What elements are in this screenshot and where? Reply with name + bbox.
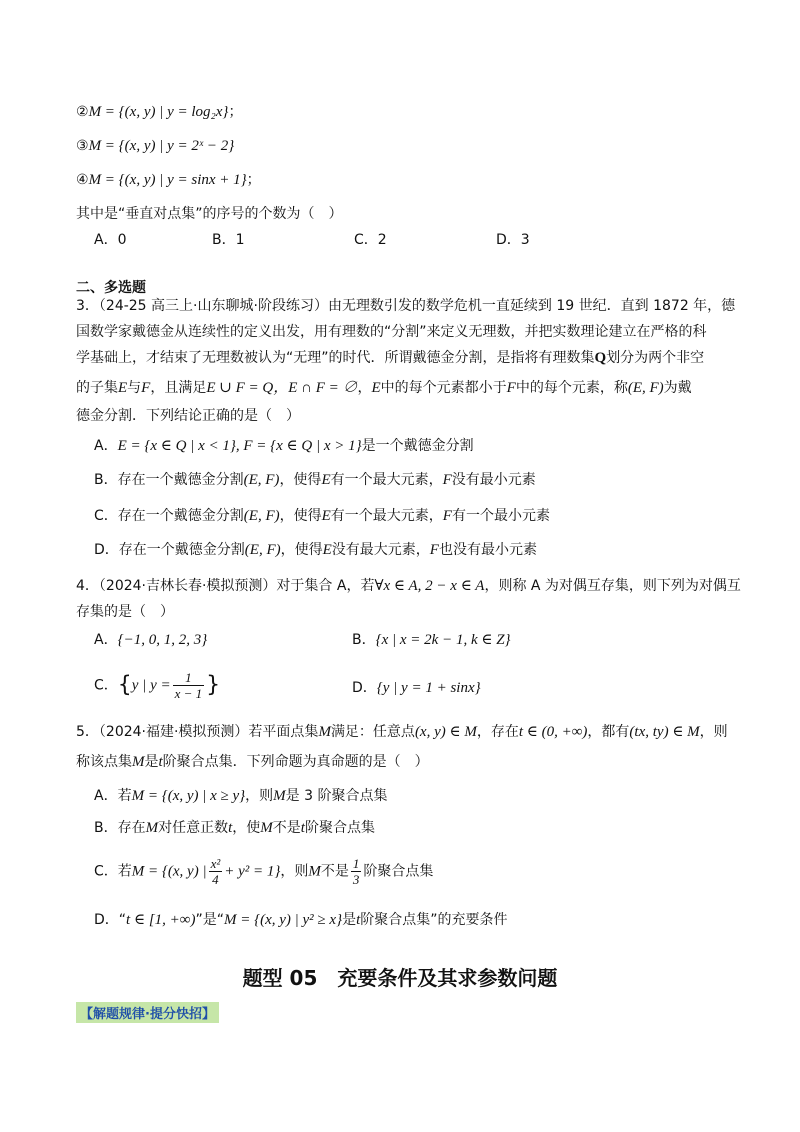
text: ，则 [245, 788, 274, 804]
rational-set-symbol: Q [594, 350, 607, 366]
text: 4．（2024·吉林长春·模拟预测）对于集合 A，若 [76, 578, 375, 594]
var-t: t [356, 912, 361, 928]
option-math: M = {(x, y) | x ≥ y} [131, 788, 246, 804]
option-label: D．“ [94, 912, 127, 928]
item-3 [76, 136, 234, 156]
q3-option-b [94, 470, 536, 490]
option-label: B．存在 [94, 820, 146, 836]
option-math: {y | y = 1 + sinx} [376, 680, 481, 696]
q3-line-1: 3．（24-25 高三上·山东聊城·阶段练习）由无理数引发的数学危机一直延续到 19 世纪．直到 1872 年，德 [76, 298, 736, 314]
option-math: + y² = 1} [224, 863, 281, 880]
q4-option-a [94, 630, 207, 650]
choice-b: B．1 [212, 232, 245, 248]
var-e: E [321, 472, 331, 488]
option-math: {x | x = 2k − 1, k ∈ Z} [375, 632, 511, 648]
option-math: E = {x ∈ Q | x < 1}, F = {x ∈ Q | x > 1} [117, 438, 362, 454]
var-m: M [145, 820, 159, 836]
text: 满足：任意点 [330, 724, 415, 740]
var-m: M [318, 724, 331, 740]
var-f: F [442, 472, 452, 488]
fraction [351, 856, 362, 887]
var-f: F [429, 542, 439, 558]
numerator: 1 [352, 856, 360, 871]
var-t: t [300, 820, 305, 836]
option-math: t ∈ [1, +∞) [126, 912, 196, 928]
item-number: ② [76, 104, 89, 120]
q4-line-2: 存集的是（ ） [76, 604, 174, 620]
text: 阶聚合点集 [363, 863, 434, 880]
var-f: F [506, 380, 516, 396]
pair-expression: (E, F) [627, 380, 664, 396]
math: t ∈ (0, +∞) [518, 724, 588, 740]
option-math: M = {(x, y) | y² ≥ x} [223, 912, 343, 928]
punctuation: ； [246, 172, 261, 188]
item-number: ④ [76, 172, 89, 188]
text: 没有最大元素， [331, 542, 430, 558]
text: 阶聚合点集．下列命题为真命题的是（ ） [162, 754, 429, 770]
option-label: B．存在一个戴德金分割 [94, 472, 244, 488]
q3-option-a [94, 436, 474, 456]
var-t: t [228, 820, 233, 836]
var-e: E [118, 380, 128, 396]
q3-line-5: 德金分割．下列结论正确的是（ ） [76, 408, 300, 424]
text: ，使 [232, 820, 261, 836]
denominator: 4 [212, 872, 219, 887]
var-e: E [321, 508, 331, 524]
fraction [173, 670, 205, 701]
text: ，使得 [280, 542, 323, 558]
var-m: M [132, 754, 145, 770]
condition-math: ∀x ∈ A, 2 − x ∈ A [374, 578, 485, 594]
question-text: 其中是“垂直对点集”的序号的个数为（ ） [76, 206, 343, 222]
math: (x, y) ∈ M [414, 724, 477, 740]
option-math: (E, F) [243, 508, 280, 524]
q4-line-1 [76, 576, 741, 596]
text: ，都有 [587, 724, 630, 740]
fraction [209, 856, 223, 887]
q4-option-d [352, 678, 481, 698]
text: ，则 [699, 724, 728, 740]
option-text: 是一个戴德金分割 [361, 438, 474, 454]
var-f: F [442, 508, 452, 524]
option-label: C．存在一个戴德金分割 [94, 508, 244, 524]
item-number: ③ [76, 138, 89, 154]
text: ”是“ [195, 912, 224, 928]
text: 是 [342, 912, 357, 928]
text: ，且满足 [150, 380, 207, 396]
q5-option-d [94, 910, 508, 930]
option-math: {−1, 0, 1, 2, 3} [117, 632, 208, 648]
denominator: 3 [352, 872, 360, 887]
option-label: A． [94, 438, 118, 454]
choice-c: C．2 [354, 232, 387, 248]
q3-option-d [94, 540, 537, 560]
var-m: M [308, 863, 321, 880]
text: ，使得 [279, 508, 322, 524]
option-label: D．存在一个戴德金分割 [94, 542, 245, 558]
text: 5．（2024·福建·模拟预测）若平面点集 [76, 724, 319, 740]
option-label: D． [352, 680, 377, 696]
left-brace: { [117, 672, 132, 698]
text: ，使得 [279, 472, 322, 488]
text: ，则称 A 为对偶互存集，则下列为对偶互 [484, 578, 741, 594]
text: 的子集 [76, 380, 118, 396]
section-heading: 二、多选题 [76, 280, 146, 296]
text: ，则 [280, 863, 309, 880]
text: 与 [127, 380, 142, 396]
item-2 [76, 102, 242, 122]
text: 称该点集 [76, 754, 132, 770]
numerator: 1 [173, 670, 205, 686]
math: (tx, ty) ∈ M [629, 724, 700, 740]
text: 是 [144, 754, 159, 770]
q5-line-2 [76, 752, 429, 772]
text: ，存在 [476, 724, 519, 740]
option-math: (E, F) [244, 542, 281, 558]
text: 也没有最小元素 [438, 542, 537, 558]
punctuation: ； [228, 104, 243, 120]
var-e: E [371, 380, 381, 396]
choice-d: D．3 [496, 232, 530, 248]
text: 划分为两个非空 [606, 350, 705, 366]
section-title: 题型 05 充要条件及其求参数问题 [242, 966, 558, 990]
text: 有一个最大元素， [330, 508, 443, 524]
numerator: x² [210, 856, 221, 871]
option-label: B． [352, 632, 376, 648]
option-label: A．若 [94, 788, 132, 804]
item-4 [76, 170, 261, 190]
choice-a: A．0 [94, 232, 127, 248]
text: 阶聚合点集 [304, 820, 375, 836]
text: 为戴 [663, 380, 692, 396]
tips-badge: 【解题规律·提分快招】 [76, 1002, 219, 1023]
q5-option-b [94, 818, 375, 838]
right-brace: } [206, 672, 221, 698]
option-math: (E, F) [243, 472, 280, 488]
set-expression: M = {(x, y) | y = 2ˣ − 2} [88, 138, 235, 154]
q3-line-2: 国数学家戴德金从连续性的定义出发，用有理数的“分割”来定义无理数，并把实数理论建立在严格的科 [76, 324, 707, 340]
var-e: E [322, 542, 332, 558]
option-label: C． [94, 677, 118, 694]
text: 不是 [320, 863, 349, 880]
q5-line-1 [76, 722, 728, 742]
q5-option-a [94, 786, 387, 806]
option-label: A． [94, 632, 118, 648]
text: 没有最小元素 [451, 472, 536, 488]
var-m: M [260, 820, 273, 836]
text: 有一个最小元素 [451, 508, 550, 524]
text: 中的每个元素都小于 [380, 380, 507, 396]
union-expression: E ∪ F = Q [206, 380, 274, 396]
var-t: t [158, 754, 163, 770]
set-expression: M = {(x, y) | y = log₂x} [88, 104, 229, 120]
q3-line-3 [76, 348, 704, 368]
text: 对任意正数 [158, 820, 229, 836]
text: 学基础上，才结束了无理数被认为“无理”的时代．所谓戴德金分割，是指将有理数集 [76, 350, 595, 366]
option-math: M = {(x, y) | [131, 863, 207, 880]
text: 有一个最大元素， [330, 472, 443, 488]
option-label: C．若 [94, 863, 132, 880]
q4-option-c [94, 670, 220, 701]
text: 不是 [272, 820, 301, 836]
set-expression: M = {(x, y) | y = sinx + 1} [88, 172, 247, 188]
text: ， [357, 380, 372, 396]
q4-option-b [352, 630, 511, 650]
option-math: y | y = [131, 677, 171, 694]
var-f: F [141, 380, 151, 396]
q3-line-4 [76, 378, 692, 398]
intersection-expression: ，E ∩ F = ∅ [273, 380, 358, 396]
text: 是 3 阶聚合点集 [285, 788, 388, 804]
text: 中的每个元素，称 [515, 380, 628, 396]
q3-option-c [94, 506, 550, 526]
denominator: x − 1 [174, 686, 203, 701]
text: 阶聚合点集”的充要条件 [360, 912, 508, 928]
var-m: M [273, 788, 286, 804]
q5-option-c [94, 856, 433, 887]
